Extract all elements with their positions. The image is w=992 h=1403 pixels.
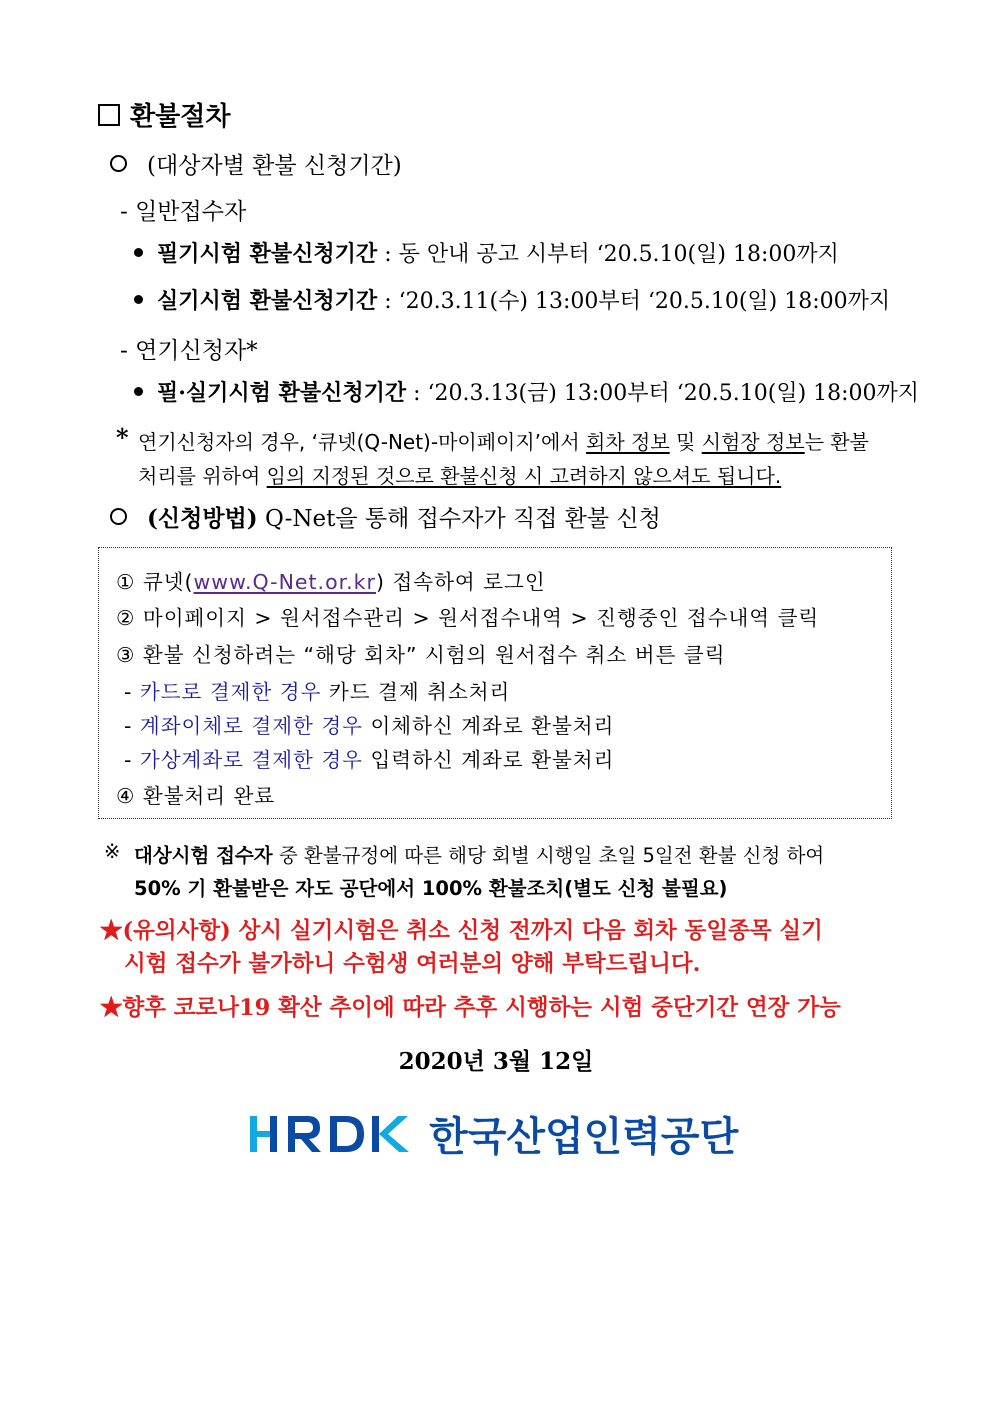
step-3-sub-card: - 카드로 결제한 경우 카드 결제 취소처리 (124, 680, 511, 704)
section-title: 환불절차 (98, 96, 230, 133)
dot-bullet-icon (134, 295, 143, 304)
step-3-sub-transfer: - 계좌이체로 결제한 경우 이체하신 계좌로 환불처리 (124, 714, 615, 738)
method-heading: (신청방법) Q-Net을 통해 접수자가 직접 환불 신청 (110, 500, 661, 533)
circle-bullet-icon (110, 155, 127, 172)
step-3-sub-virtual: - 가상계좌로 결제한 경우 입력하신 계좌로 환불처리 (124, 748, 615, 772)
logo-name: 한국산업인력공단 (429, 1114, 739, 1160)
notice-1-line-1: ★(유의사항) 상시 실기시험은 취소 신청 전까지 다음 회차 동일종목 실기 (100, 918, 823, 944)
hrdk-logo-mark (248, 1112, 418, 1156)
notice-1-line-2: 시험 접수가 불가하니 수험생 여러분의 양해 부탁드립니다. (124, 951, 701, 977)
list-item: 실기시험 환불신청기간 : ‘20.3.11(수) 13:00부터 ‘20.5.10(일) 18:00까지 (134, 284, 890, 315)
list-item: 필기시험 환불신청기간 : 동 안내 공고 시부터 ‘20.5.10(일) 18:00까지 (134, 237, 839, 268)
issue-date: 2020년 3월 12일 (398, 1048, 594, 1075)
note-line-1: 연기신청자의 경우, ‘큐넷(Q-Net)-마이페이지’에서 회차 정보 및 시험장 정보는 환불 (138, 430, 870, 454)
general-applicant-label: - 일반접수자 (120, 199, 247, 225)
deferred-applicant-label: - 연기신청자* (120, 338, 258, 364)
qnet-link[interactable]: www.Q-Net.or.kr (193, 570, 376, 594)
step-3: ③ 환불 신청하려는 “해당 회차” 시험의 원서접수 취소 버튼 클릭 (116, 643, 726, 667)
remark-line-1: 대상시험 접수자 중 환불규정에 따른 해당 회별 시행일 초일 5일전 환불 신청 하여 (134, 844, 825, 867)
remark-line-2: 50% 기 환불받은 자도 공단에서 100% 환불조치(별도 신청 불필요) (134, 877, 728, 900)
notice-2: ★향후 코로나19 확산 추이에 따라 추후 시행하는 시험 중단기간 연장 가능 (100, 995, 841, 1021)
checkbox-square-icon (98, 104, 120, 126)
remark-mark: ※ (104, 840, 121, 863)
list-item: 필·실기시험 환불신청기간 : ‘20.3.13(금) 13:00부터 ‘20.5.10(일) 18:00까지 (134, 376, 919, 407)
dot-bullet-icon (134, 387, 143, 396)
hrdk-logo (248, 1105, 738, 1162)
note-star: * (116, 423, 129, 452)
circle-bullet-icon (110, 508, 127, 525)
step-2: ② 마이페이지 > 원서접수관리 > 원서접수내역 > 진행중인 접수내역 클릭 (116, 606, 820, 630)
note-line-2: 처리를 위하여 임의 지정된 것으로 환불신청 시 고려하지 않으셔도 됩니다. (138, 464, 782, 488)
step-4: ④ 환불처리 완료 (116, 784, 276, 808)
step-1: ① 큐넷(www.Q-Net.or.kr) 접속하여 로그인 (116, 570, 546, 594)
dot-bullet-icon (134, 248, 143, 257)
target-heading: (대상자별 환불 신청기간) (110, 147, 402, 180)
